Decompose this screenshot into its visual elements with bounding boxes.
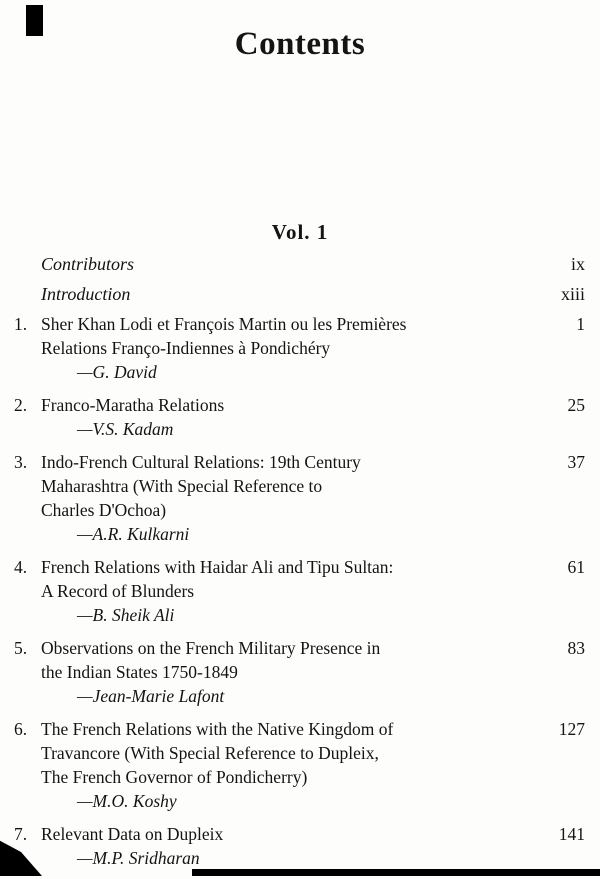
entry-content <box>41 312 535 384</box>
entry-content <box>41 822 535 870</box>
entry-title-line: Observations on the French Military Presence in <box>41 638 381 658</box>
toc-entry-row <box>14 393 585 441</box>
entry-title-line: Travancore (With Special Reference to Dupleix, <box>41 743 379 763</box>
toc-entry-row <box>14 450 585 546</box>
page-number: 61 <box>567 557 585 577</box>
entry-title-line: Franco-Maratha Relations <box>41 395 225 415</box>
entry-content <box>41 393 535 441</box>
page-number: 37 <box>567 452 585 472</box>
entry-number: 7. <box>14 824 28 844</box>
entry-number: 4. <box>14 557 28 577</box>
entry-author: —B. Sheik Ali <box>77 605 175 625</box>
front-matter-label: Introduction <box>41 284 131 304</box>
toc-entry-row <box>14 636 585 708</box>
entry-title-line: The French Relations with the Native Kingdom of <box>41 719 394 739</box>
scan-artifact-bottom-bar <box>192 869 600 876</box>
entry-number: 1. <box>14 314 28 334</box>
entry-title-line: Sher Khan Lodi et François Martin ou les Premières <box>41 314 407 334</box>
entry-title-line: French Relations with Haidar Ali and Tipu Sultan: <box>41 557 394 577</box>
toc-entry-row <box>14 312 585 384</box>
entry-number <box>14 282 41 312</box>
page-number: xiii <box>560 284 585 304</box>
entry-number <box>14 252 41 282</box>
entry-title-line: Charles D'Ochoa) <box>41 500 167 520</box>
entry-number: 5. <box>14 638 28 658</box>
page-number: 141 <box>558 824 585 844</box>
entry-author: —A.R. Kulkarni <box>77 524 190 544</box>
entry-title-line: The French Governor of Pondicherry) <box>41 767 308 787</box>
toc-list <box>14 252 585 879</box>
entry-title-line: Relevant Data on Dupleix <box>41 824 224 844</box>
entry-author: —M.O. Koshy <box>77 791 177 811</box>
toc-entry-row <box>14 822 585 870</box>
page-number: ix <box>570 254 585 274</box>
toc-entry-row <box>14 717 585 813</box>
page-number: 25 <box>567 395 585 415</box>
entry-number: 2. <box>14 395 28 415</box>
toc-front-matter-row <box>14 252 585 282</box>
toc-entry-row <box>14 555 585 627</box>
entry-content <box>41 555 535 627</box>
page-number: 127 <box>558 719 585 739</box>
toc-front-matter-row <box>14 282 585 312</box>
entry-title-line: Indo-French Cultural Relations: 19th Century <box>41 452 361 472</box>
entry-title-line: Maharashtra (With Special Reference to <box>41 476 323 496</box>
entry-content <box>41 636 535 708</box>
entry-number: 3. <box>14 452 28 472</box>
entry-title-line: Relations Franço-Indiennes à Pondichéry <box>41 338 331 358</box>
entry-author: —G. David <box>77 362 157 382</box>
page-number: 1 <box>576 314 585 334</box>
entry-content <box>41 717 535 813</box>
page-title: Contents <box>234 26 366 62</box>
front-matter-label: Contributors <box>41 254 135 274</box>
entry-content <box>41 450 535 546</box>
entry-author: —V.S. Kadam <box>77 419 174 439</box>
entry-title-line: the Indian States 1750-1849 <box>41 662 238 682</box>
volume-heading: Vol. 1 <box>271 220 329 244</box>
page-number: 83 <box>567 638 585 658</box>
entry-title-line: A Record of Blunders <box>41 581 195 601</box>
entry-author: —M.P. Sridharan <box>77 848 200 868</box>
entry-author: —Jean-Marie Lafont <box>77 686 225 706</box>
entry-number: 6. <box>14 719 28 739</box>
